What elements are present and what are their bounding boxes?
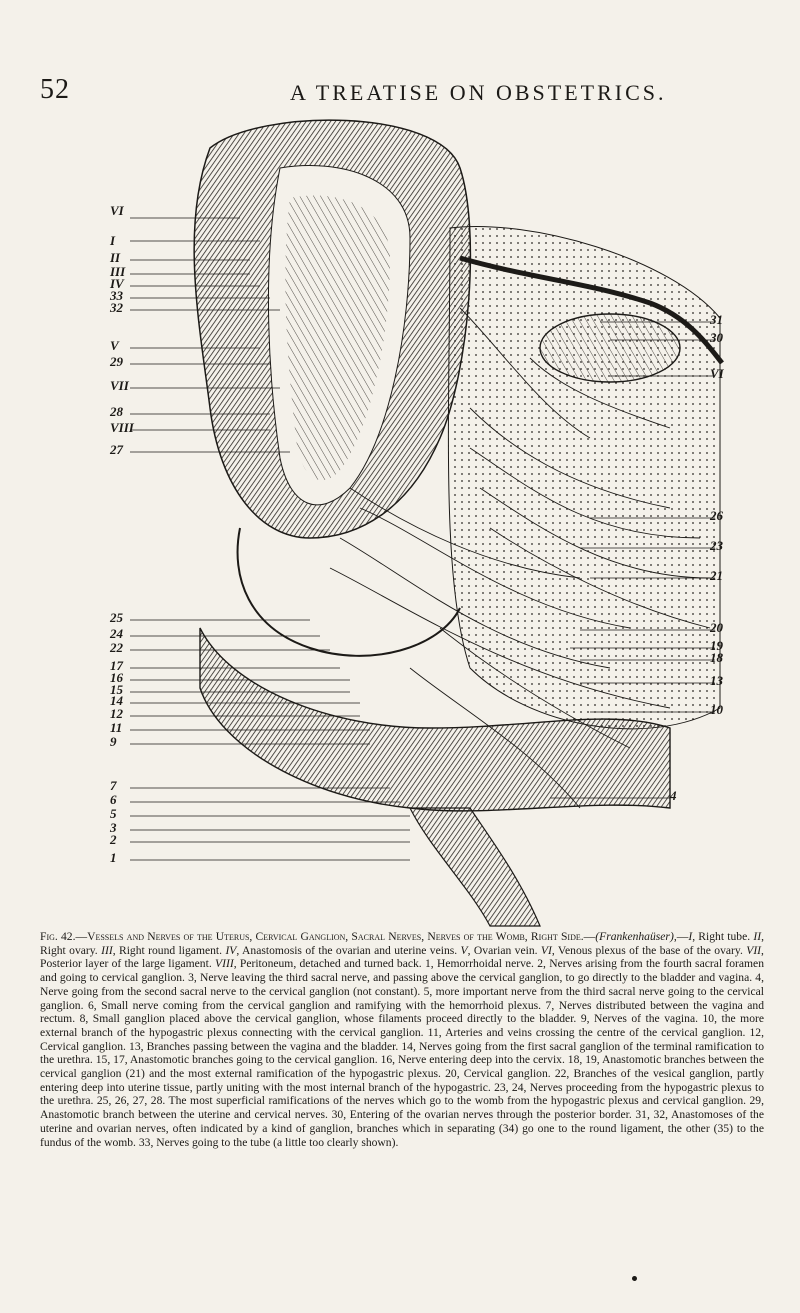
figure-label: 31 [710,312,723,327]
broad-ligament [448,226,720,728]
figure-label: 30 [710,330,723,345]
caption-title: Vessels and Nerves of the Uterus, Cervical Ganglion, Sacral Nerves, Nerves of the Womb, Right Side. [87,930,584,943]
figure-label: 10 [710,702,723,717]
figure-label: 28 [110,404,123,419]
figure-label: 6 [110,792,117,807]
figure-label: 17 [110,658,123,673]
caption-text: , Peritoneum, detached and turned back. 1, Hemorrhoidal nerve. 2, Nerves arising from the fourth sacral foramen and going to cervical ganglion. 3, Nerve leaving the third sacral nerve, and passing above the cervical ganglion, to go directly to the bladder and vagina. 4, Nerve going from the second sacral nerve to the cervical ganglion (not constant). 5, more important nerve from the third sacral nerve going to the cervical ganglion. 6, Small nerve coming from the cervical ganglion and ramifying with the hemorrhoid plexus. 7, Nerves distributed between the vagina and rectum. 8, Small ganglion placed above the cervical ganglion, whose filaments proceed directly to the bladder. 9, Nerves of the vagina. 10, the more external branch of the hypogastric plexus connecting with the cervical ganglion. 11, Arteries and veins crossing the centre of the cervical ganglion. 12, Cervical ganglion. 13, Branches passing between the vagina and the bladder. 14, Nerves going from the first sacral ganglion of the terminal ramification to the urethra. 15, 17, Anastomotic branches going to the cervical ganglion. 16, Nerve entering deep into the cervix. 18, 19, Anastomotic branches between the cervical ganglion (21) and the most external ramification of the hypogastric plexus. 20, Cervical ganglion. 22, Branches of the vesical ganglion, partly entering deep into uterine tissue, partly uniting with the most internal branch of the hypogastric. 23, 24, Nerves proceeding from the hypogastric plexus to the urethra. 25, 26, 27, 28. The most superficial ramifications of the nerves which go to the womb from the hypogastric plexus and cervical ganglion. 29, Anastomotic branch between the uterine and cervical nerves. 30, Entering of the ovarian nerves through the posterior border. 31, 32, Anastomoses of the uterine and ovarian nerves, often indicated by a kind of ganglion, branches which in separating (34) go one to the round ligament, the other (35) to the fundus of the womb. 33, Nerves going to the tube (a little too clearly shown). [40,957,764,1149]
caption-text: , Anastomosis of the ovarian and uterine veins. [236,943,458,957]
figure-label: 3 [110,820,117,835]
figure-label: II [110,250,121,265]
caption-numeral: IV [225,943,237,957]
figure-label: 32 [110,300,123,315]
anatomical-figure [110,108,730,928]
caption-text: , Ovarian vein. [467,943,538,957]
caption-source: (Frankenhaüser) [595,930,674,943]
figure-label: 27 [110,442,123,457]
figure-label: 15 [110,682,123,697]
figure-label: 1 [110,850,117,865]
figure-label: 9 [110,734,117,749]
caption-text: , Posterior layer of the large ligament. [40,943,764,971]
figure-label: 19 [710,638,723,653]
caption-text: , Right ovary. [40,930,764,957]
figure-label: 14 [110,693,123,708]
figure-label: 20 [710,620,723,635]
caption-fig-label: Fig. 42. [40,930,76,943]
figure-label: V [110,338,119,353]
figure-label: VII [110,378,129,393]
page-number: 52 [40,74,70,105]
figure-label: 5 [110,806,117,821]
figure-label: VI [110,203,124,218]
figure-caption: Fig. 42.—Vessels and Nerves of the Uterus, Cervical Ganglion, Sacral Nerves, Nerves of the Womb, Right Side.—(Frankenhaüser),—I, Right tube. II, Right ovary. III, Right round ligament. IV, Anastomosis of the ovarian and uterine veins. V, Ovarian vein. VI, Venous plexus of the base of the ovary. VII, Posterior layer of the large ligament. VIII, Peritoneum, detached and turned back. 1, Hemorrhoidal nerve. 2, Nerves arising from the fourth sacral foramen and going to cervical ganglion. 3, Nerve leaving the third sacral nerve, and passing above the cervical ganglion, to go directly to the bladder and vagina. 4, Nerve going from the second sacral nerve to the cervical ganglion (not constant). 5, more important nerve from the third sacral nerve going to the cervical ganglion. 6, Small nerve coming from the cervical ganglion and ramifying with the hemorrhoid plexus. 7, Nerves distributed between the vagina and rectum. 8, Small ganglion placed above the cervical ganglion, whose filaments proceed directly to the bladder. 9, Nerves of the vagina. 10, the more external branch of the hypogastric plexus connecting with the cervical ganglion. 11, Arteries and veins crossing the centre of the cervical ganglion. 12, Cervical ganglion. 13, Branches passing between the vagina and the bladder. 14, Nerves going from the first sacral ganglion of the terminal ramification to the urethra. 15, 17, Anastomotic branches going to the cervical ganglion. 16, Nerve entering deep into the cervix. 18, 19, Anastomotic branches between the cervical ganglion (21) and the most external ramification of the hypogastric plexus. 20, Cervical ganglion. 22, Branches of the vesical ganglion, partly entering deep into uterine tissue, partly uniting with the most internal branch of the hypogastric. 23, 24, Nerves proceeding from the hypogastric plexus to the urethra. 25, 26, 27, 28. The most superficial ramifications of the nerves which go to the womb from the hypogastric plexus and cervical ganglion. 29, Anastomotic branch between the uterine and cervical nerves. 30, Entering of the ovarian nerves through the posterior border. 31, 32, Anastomoses of the uterine and ovarian nerves, often indicated by a kind of ganglion, branches which in separating (34) go one to the round ligament, the other (35) to the fundus of the womb. 33, Nerves going to the tube (a little too clearly shown). [40,930,764,1149]
caption-numeral: VI [540,943,552,957]
caption-text: , Right tube. [692,930,751,943]
figure-label: 29 [110,354,123,369]
figure-label: 18 [710,650,723,665]
figure-label: VI [710,366,724,381]
figure-label: 25 [110,610,123,625]
caption-text: , Venous plexus of the base of the ovary. [551,943,743,957]
rectum-shape [410,808,540,926]
caption-numeral: II [753,930,762,943]
figure-label: VIII [110,420,134,435]
figure-label: 24 [110,626,123,641]
running-head [0,0,800,105]
running-title: A TREATISE ON OBSTETRICS. [290,80,667,105]
cervix-shape [238,528,460,656]
figure-label: 21 [710,568,723,583]
figure-label: 13 [710,673,723,688]
figure-label: 23 [710,538,723,553]
ovary-shape [540,314,680,382]
caption-text: , Right round ligament. [112,943,223,957]
figure-label: 16 [110,670,123,685]
figure-label: 12 [110,706,123,721]
caption-numeral: VII [746,943,762,957]
caption-text: ,— [673,930,689,943]
figure-label: 26 [710,508,723,523]
figure-label: 7 [110,778,117,793]
figure-engraving [110,108,730,928]
caption-numeral: III [101,943,113,957]
figure-label: 11 [110,720,123,735]
caption-numeral: I [688,930,693,943]
figure-label: 2 [110,832,117,847]
figure-label: III [110,264,126,279]
figure-label: I [110,233,116,248]
figure-label: IV [110,276,124,291]
figure-label: 4 [670,788,677,803]
bullet-mark [632,1276,637,1281]
figure-label: 22 [110,640,123,655]
caption-numeral: V [460,943,468,957]
caption-numeral: VIII [215,957,234,971]
figure-label: 33 [110,288,123,303]
